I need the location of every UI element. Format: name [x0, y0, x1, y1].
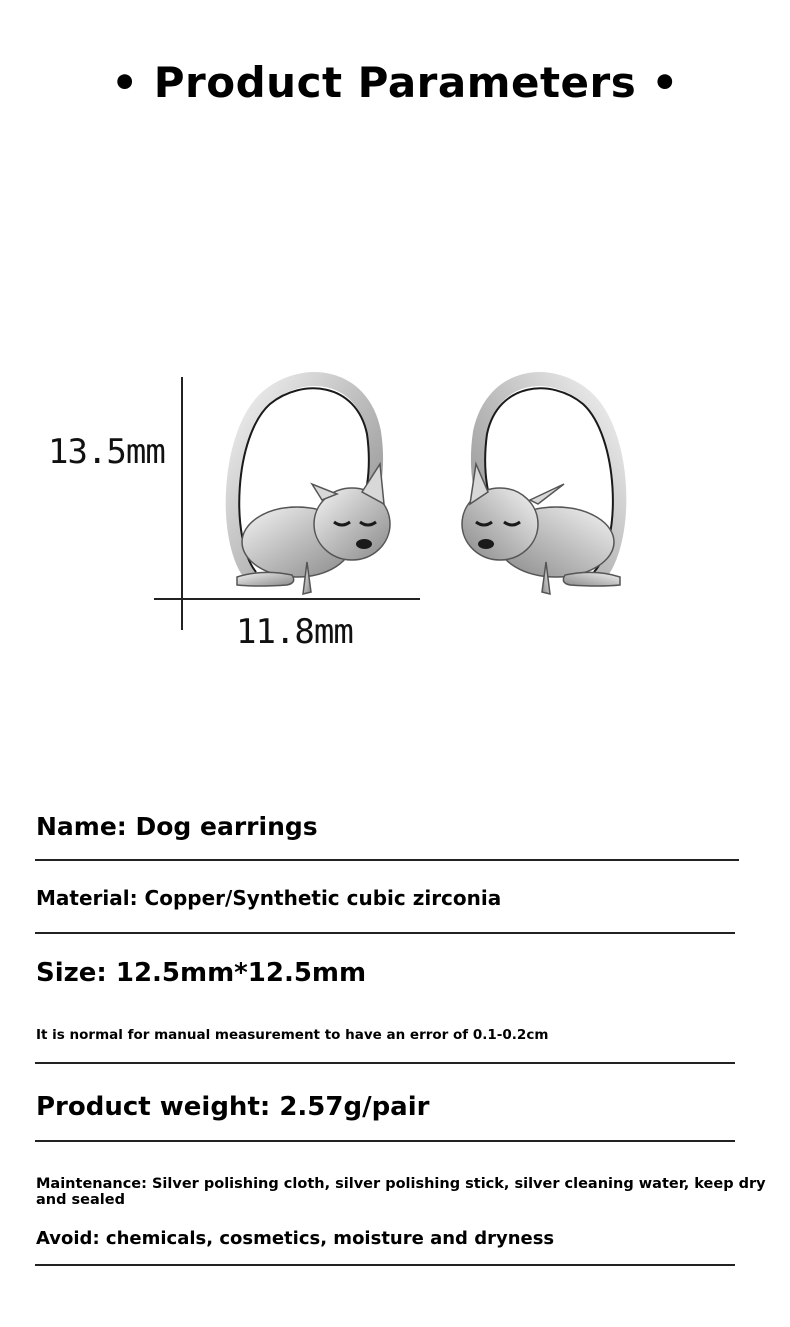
width-dimension-line — [154, 598, 420, 600]
page-title: • Product Parameters • — [111, 58, 679, 107]
divider — [35, 1264, 735, 1266]
divider — [35, 859, 739, 861]
divider — [35, 932, 735, 934]
dog-earring-left-image — [222, 372, 397, 597]
spec-maintenance: Maintenance: Silver polishing cloth, silver polishing stick, silver cleaning water, keep dry and sealed — [36, 1176, 766, 1208]
spec-avoid: Avoid: chemicals, cosmetics, moisture and dryness — [36, 1228, 555, 1249]
height-dimension-label: 13.5mm — [48, 432, 165, 472]
spec-weight: Product weight: 2.57g/pair — [36, 1092, 430, 1122]
divider — [35, 1140, 735, 1142]
width-dimension-label: 11.8mm — [236, 612, 353, 652]
dog-earring-right-image — [448, 372, 633, 597]
height-dimension-line — [181, 377, 183, 630]
spec-size: Size: 12.5mm*12.5mm — [36, 958, 367, 988]
divider — [35, 1062, 735, 1064]
spec-name: Name: Dog earrings — [36, 812, 318, 841]
spec-material: Material: Copper/Synthetic cubic zirconia — [36, 886, 502, 910]
spec-size-note: It is normal for manual measurement to have an error of 0.1-0.2cm — [36, 1027, 549, 1043]
